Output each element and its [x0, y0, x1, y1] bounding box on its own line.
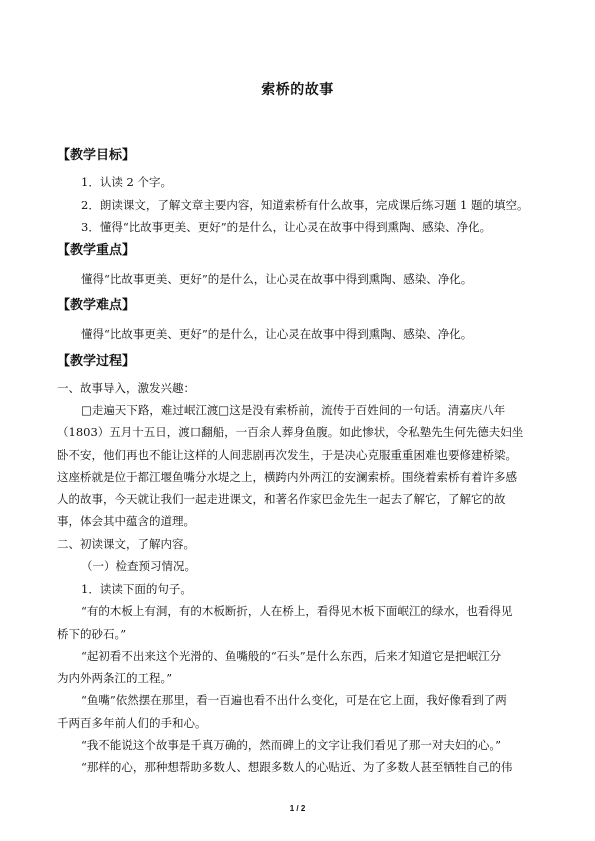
process-part2-sub1: （一）检查预习情况。	[81, 559, 196, 574]
intro-line: 人的故事，今天就让我们一起走进课文，和著名作家巴金先生一起去了解它，了解它的故	[57, 492, 506, 507]
page-title: 索桥的故事	[261, 82, 334, 98]
section-heading-goals: 【教学目标】	[57, 148, 136, 163]
key-points-text: 懂得“比故事更美、更好”的是什么，让心灵在故事中得到熏陶、感染、净化。	[81, 271, 473, 286]
intro-line: 事，体会其中蕴含的道理。	[57, 514, 195, 529]
quote-line: 桥下的砂石。”	[57, 626, 127, 641]
quote-line: “起初看不出来这个光滑的、鱼嘴般的“石头”是什么东西，后来才知道它是把岷江分	[81, 648, 502, 663]
process-part2-sub1-item: 1．读读下面的句子。	[81, 581, 192, 596]
section-heading-difficulties: 【教学难点】	[57, 298, 136, 313]
goal-item-1: 1．认读 2 个字。	[81, 175, 172, 189]
difficulties-text: 懂得“比故事更美、更好”的是什么，让心灵在故事中得到熏陶、感染、净化。	[81, 327, 473, 341]
quote-line: 为内外两条江的工程。”	[57, 671, 173, 686]
quote-block	[57, 600, 541, 778]
goal-item-3: 3．懂得“比故事更美、更好”的是什么，让心灵在故事中得到熏陶、感染、净化。	[81, 220, 492, 234]
document-body	[57, 140, 541, 779]
intro-line: （1803）五月十五日，渡口翻船，一百余人葬身鱼腹。如此惨状，令私塾先生何先德夫妇坐	[57, 425, 524, 440]
quote-line: “有的木板上有洞，有的木板断折，人在桥上，看得见木板下面岷江的绿水，也看得见	[81, 604, 513, 619]
process-part1-heading: 一、故事导入，激发兴趣：	[57, 380, 195, 395]
goal-item-2: 2．朗读课文，了解文章主要内容，知道索桥有什么故事，完成课后练习题 1 题的填空。	[81, 197, 529, 212]
intro-line: 卧不安，他们再也不能让这样的人间悲剧再次发生，于是决心克服重重困难也要修建桥梁。	[57, 447, 517, 462]
quote-line: “鱼嘴”依然摆在那里，看一百遍也看不出什么变化，可是在它上面，我好像看到了两	[81, 693, 507, 708]
page-number: 1 / 2	[289, 804, 306, 813]
quote-line: “那样的心，那种想帮助多数人、想跟多数人的心贴近、为了多数人甚至牺牲自己的伟	[81, 760, 513, 775]
section-heading-key-points: 【教学重点】	[57, 242, 136, 258]
quote-line: “我不能说这个故事是千真万确的，然而碑上的文字让我们看见了那一对夫妇的心。”	[81, 738, 502, 753]
intro-line: 这座桥就是位于都江堰鱼嘴分水堤之上，横跨内外两江的安澜索桥。围绕着索桥有着许多感	[57, 469, 517, 484]
intro-paragraph	[57, 399, 541, 533]
process-part2-heading: 二、初读课文，了解内容。	[57, 536, 195, 551]
intro-line: □走遍天下路，难过岷江渡□这是没有索桥前，流传于百姓间的一句话。清嘉庆八年	[81, 403, 506, 417]
quote-line: 千两百多年前人们的手和心。	[57, 715, 207, 730]
section-heading-process: 【教学过程】	[57, 353, 136, 369]
